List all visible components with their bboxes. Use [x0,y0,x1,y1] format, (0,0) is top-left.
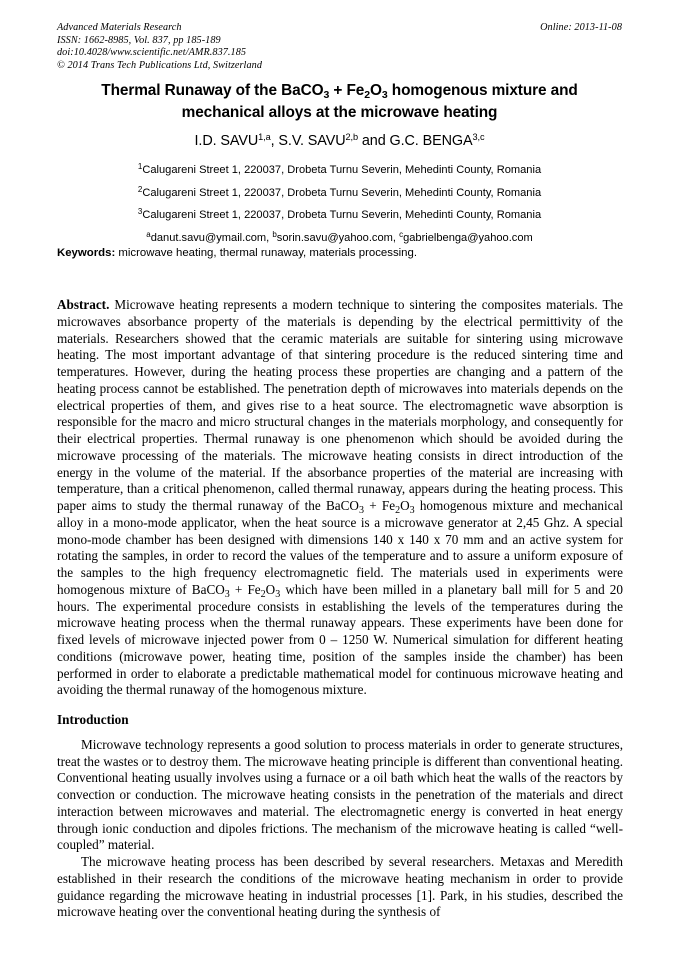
abstract-text: O [265,581,276,597]
affiliation-text: Calugareni Street 1, 220037, Drobeta Turnu Severin, Mehedinti County, Romania [142,209,542,221]
affiliation-marker: 1 [137,162,143,171]
journal-issn-volume: ISSN: 1662-8985, Vol. 837, pp 185-189 [57,34,221,46]
journal-online-date [540,22,622,35]
journal-name: Advanced Materials Research [57,22,182,33]
email-separator: , [266,231,273,244]
affiliation-item [57,159,622,182]
author-name: S.V. SAVU [278,133,346,149]
email-marker: c [399,229,404,239]
author-affiliation-marker: 2,b [345,132,358,142]
author-separator: , [270,133,279,149]
author-name: I.D. SAVU [194,133,259,149]
author-list [57,131,622,151]
title-segment: homogenous mixture and [387,82,578,99]
journal-identifiers [57,22,262,72]
abstract-subscript: 3 [409,505,415,516]
affiliation-item [57,182,622,205]
email-separator: , [392,231,400,244]
title-segment: mechanical alloys at the microwave heating [181,103,498,121]
author-separator: and [358,133,390,149]
abstract-text: homogenous mixture and mechanical alloy in a mono-mode applicator, when the heat source is a microwave generator at 2,45 Ghz. A special mono-mode chamber has been designed with dimensions 140 x 140 x 70 mm and an active system for rotating the samples, in order to record the values of the temperature and to assure a uniform exposure of the samples to the high frequency electromagnetic field. The materials used in experiments were homogenous mixture of BaCO [57,498,624,597]
introduction-paragraph-1: Microwave technology represents a good solution to process materials in order to generate structures, treat the wastes or to destroy them. The microwave heating principle is different than conventional heating. Conventional heating usually involves using a furnace or a oil bath which heat the walls of the reactors by convection or conduction. The microwave heating consists in the penetration of the materials and direct interaction between microwaves and material. The electromagnetic energy is converted in heat energy through ionic conduction and dipoles frictions. The mechanism of the microwave heating is called “well-coupled” material. [57,736,623,853]
affiliation-marker: 3 [137,207,143,216]
abstract-text: Microwave heating represents a modern technique to sintering the composites materials. The microwaves absorbance property of the materials is depending by the electrical permittivity of the materials. Researchers showed that the ceramic materials are suitable for sintering using microwave heating. The most important advantage of that sintering procedure is the reduced sintering time and temperatures. However, during the heating process these properties are changing and a pattern of the heating process cannot be established. The penetration depth of microwaves into materials depends on the electrical properties of them, and gives rise to a heat source. The electromagnetic wave absorption is responsible for the macro and micro structural changes in the materials morphology, and consequently for their electrical properties. Thermal runaway is one phenomenon which should be avoided during the microwave processing of the materials. The microwave heating consists in direct introduction of the energy in the volume of the material. If the absorbance properties of the material are increasing with temperature, than a critical phenomenon, called thermal runaway, appears during the heating process. This paper aims to study the thermal runaway of the BaCO [57,297,623,513]
affiliation-text: Calugareni Street 1, 220037, Drobeta Turnu Severin, Mehedinti County, Romania [142,186,542,199]
online-date-text: Online: 2013-11-08 [540,22,622,33]
abstract-paragraph [57,297,623,699]
page-title [85,80,595,123]
abstract-label: Abstract. [57,297,110,312]
author-name: G.C. BENGA [389,133,473,149]
email-marker: a [146,229,151,239]
title-subscript: 3 [381,89,388,101]
email-address[interactable]: gabrielbenga@yahoo.com [403,231,533,244]
journal-doi: doi:10.4028/www.scientific.net/AMR.837.185 [57,47,247,59]
journal-header [57,22,622,74]
abstract-text: + Fe [229,581,261,597]
title-block [57,80,622,249]
affiliation-item [57,204,622,227]
email-address[interactable]: danut.savu@ymail.com [150,231,267,244]
author-affiliation-marker: 3,c [472,132,485,142]
introduction-paragraph-2: The microwave heating process has been described by several researchers. Metaxas and Meredith established in their research the conditions of the microwave heating mechanism in order to provide guidance regarding the microwave heating in industrial processes [1]. Park, in his studies, described the microwave heating over the conventional heating during the synthesis of [57,854,623,920]
abstract-text: O [400,498,410,513]
keywords-label: Keywords: [57,247,116,259]
keywords-line [57,246,622,261]
email-address[interactable]: sorin.savu@yahoo.com [276,231,393,244]
title-segment: O [370,82,382,99]
abstract-subscript: 3 [275,588,281,600]
title-segment: Thermal Runaway of the BaCO [101,82,324,99]
title-subscript: 3 [323,89,330,101]
email-marker: b [272,229,277,239]
title-segment: + Fe [329,82,365,99]
affiliation-list [57,159,622,227]
abstract-text: which have been milled in a planetary ball mill for 5 and 20 hours. The experimental procedure consists in establishing the levels of the temperatures during the microwave heating process when the thermal runaway appears. These experiments have been done for fixed levels of microwave injected power from 0 – 1250 W. Numerical simulation for different heating conditions (microwave power, heating time, position of the samples inside the chamber) has been performed in order to elaborate a predictable mathematical model for continuous microwave heating and avoiding the thermal runaway of the homogenous mixture. [57,581,623,698]
abstract-subscript: 2 [395,505,401,516]
affiliation-text: Calugareni Street 1, 220037, Drobeta Turnu Severin, Mehedinti County, Romania [142,164,542,176]
introduction-section [57,712,623,921]
keywords-value: microwave heating, thermal runaway, materials processing. [115,247,418,259]
abstract-subscript: 2 [260,588,266,600]
abstract-subscript: 3 [358,505,364,516]
affiliation-marker: 2 [137,184,143,194]
abstract-text: + Fe [363,498,396,513]
section-heading-introduction: Introduction [57,712,129,727]
title-subscript: 2 [364,89,370,101]
author-affiliation-marker: 1,a [258,132,271,142]
abstract-subscript: 3 [224,588,230,600]
journal-copyright: © 2014 Trans Tech Publications Ltd, Switzerland [57,59,262,71]
